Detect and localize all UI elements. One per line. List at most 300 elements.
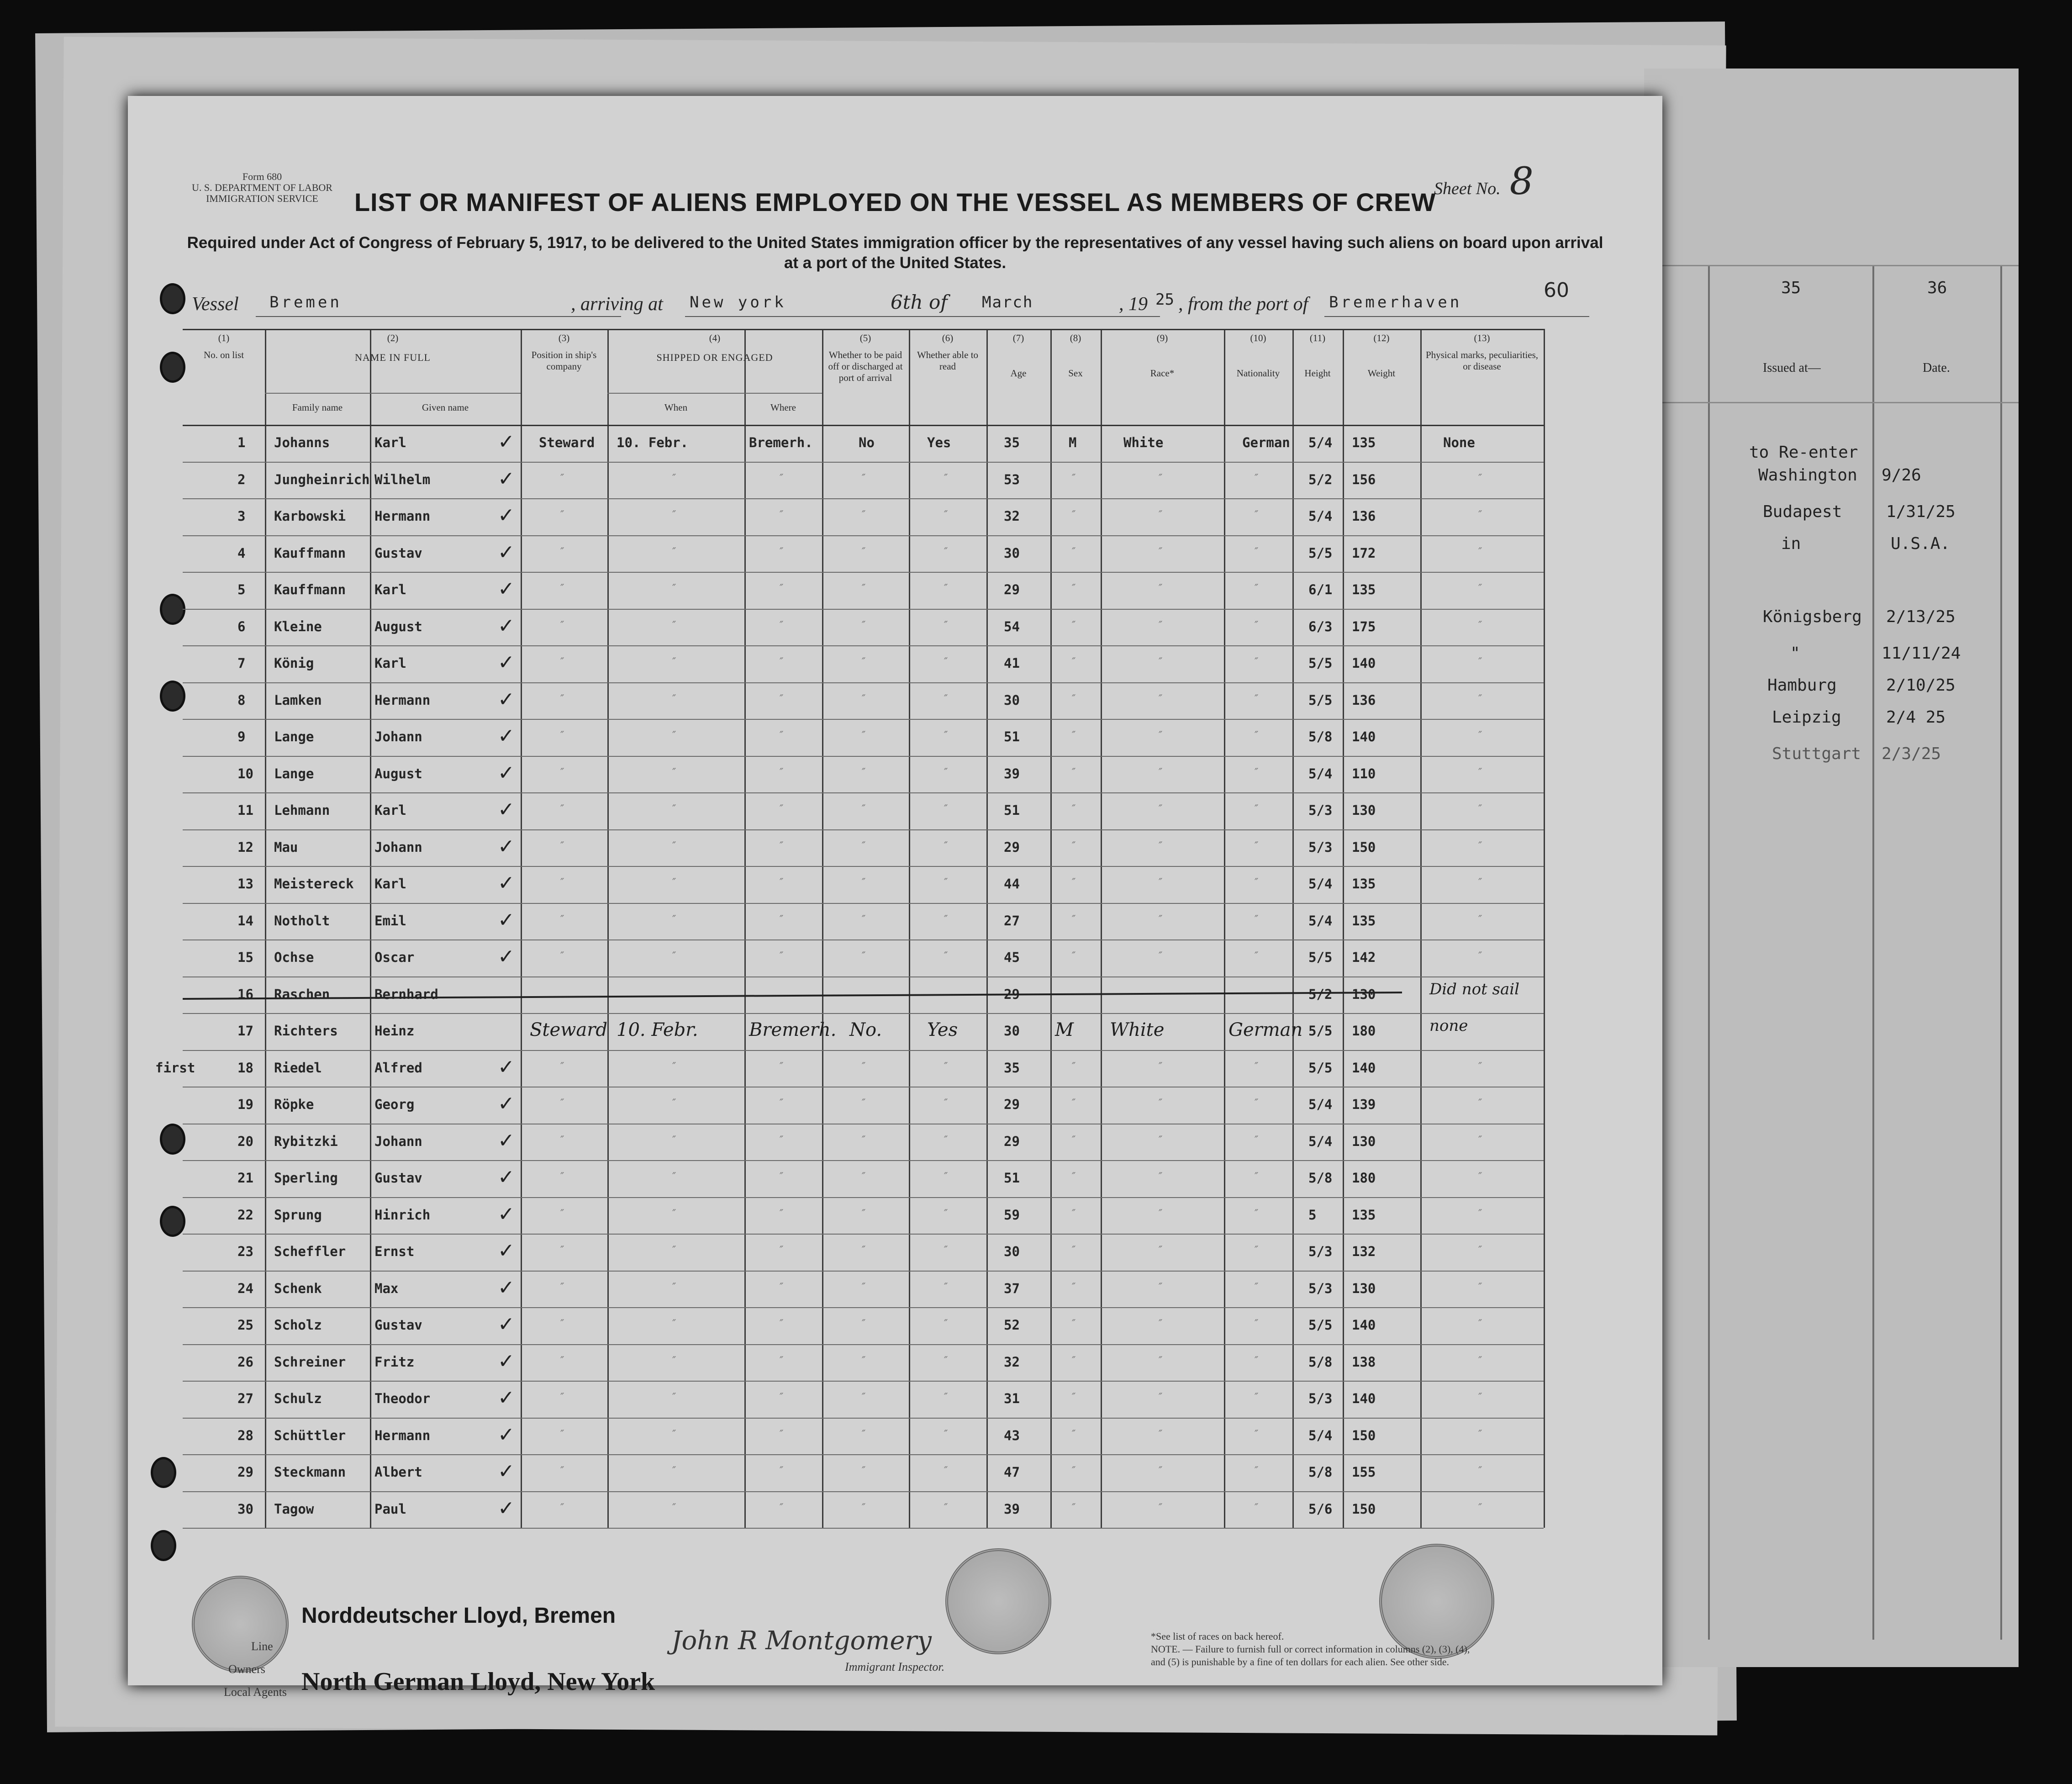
ditto-mark: ″: [944, 1355, 948, 1367]
table-row-rule: [183, 1160, 1544, 1161]
ditto-mark: ″: [944, 1171, 948, 1182]
ditto-mark: ″: [1159, 1208, 1163, 1219]
cell-when: 10. Febr.: [617, 1019, 698, 1040]
column-header-paid-off: Whether to be paid off or discharged at port of arrival: [828, 349, 903, 383]
page-title: LIST OR MANIFEST OF ALIENS EMPLOYED ON THE VESSEL AS MEMBERS OF CREW: [354, 188, 1436, 216]
ditto-mark: ″: [944, 840, 948, 852]
table-row-rule: [183, 1234, 1544, 1235]
cell-marks: None: [1443, 435, 1475, 450]
ditto-mark: ″: [1072, 803, 1076, 815]
cell-family: Notholt: [274, 913, 330, 929]
ditto-mark: ″: [1072, 1171, 1076, 1182]
fine-note-1: NOTE. — Failure to furnish full or correct information in columns (2), (3), (4),: [1151, 1643, 1470, 1655]
ditto-mark: ″: [1072, 1281, 1076, 1293]
ditto-mark: ″: [862, 1355, 866, 1367]
ditto-mark: ″: [862, 766, 866, 778]
ditto-mark: ″: [944, 1428, 948, 1440]
column-header-paid-off-number: (5): [859, 333, 871, 343]
cell-given: Gustav: [374, 1317, 422, 1333]
cell-family: Karbowski: [274, 508, 346, 524]
ditto-mark: ″: [1255, 1245, 1259, 1256]
cell-where: Bremerh.: [749, 1019, 837, 1040]
cell-family: Rybitzki: [274, 1133, 338, 1149]
check-mark: ✓: [498, 724, 515, 748]
right-entry-8: Leipzig: [1772, 708, 1841, 727]
ditto-mark: ″: [672, 730, 676, 741]
cell-weight: 130: [1352, 802, 1376, 818]
cell-race: White: [1123, 435, 1164, 450]
cell-height: 5/5: [1308, 545, 1333, 561]
ditto-mark: ″: [1255, 1208, 1259, 1219]
ditto-mark: ″: [1255, 1392, 1259, 1403]
cell-no: 19: [237, 1097, 253, 1112]
ditto-mark: ″: [1478, 1465, 1482, 1477]
ditto-mark: ″: [1072, 950, 1076, 962]
cell-no: 18: [237, 1060, 253, 1076]
cell-no: 24: [237, 1280, 253, 1296]
ditto-mark: ″: [1159, 766, 1163, 778]
check-mark: ✓: [498, 908, 515, 932]
ditto-mark: ″: [862, 1502, 866, 1514]
ditto-mark: ″: [862, 546, 866, 558]
ditto-mark: ″: [1255, 546, 1259, 558]
cell-height: 5/2: [1308, 471, 1333, 487]
from-port: Bremerhaven: [1329, 293, 1462, 311]
cell-read: Yes: [927, 1019, 958, 1040]
table-row-rule: [183, 462, 1544, 463]
column-header-no-number: (1): [218, 333, 230, 343]
ditto-mark: ″: [1159, 1355, 1163, 1367]
local-agents-label: Local Agents: [224, 1685, 287, 1699]
cell-family: Sprung: [274, 1207, 322, 1223]
ditto-mark: ″: [780, 472, 784, 484]
ditto-mark: ″: [1478, 913, 1482, 925]
ditto-mark: ″: [1072, 619, 1076, 631]
check-mark: ✓: [498, 1386, 515, 1409]
cell-age: 47: [1004, 1464, 1020, 1480]
cell-given: Georg: [374, 1097, 415, 1112]
cell-given: Fritz: [374, 1354, 415, 1370]
ditto-mark: ″: [780, 1502, 784, 1514]
ditto-mark: ″: [1159, 1318, 1163, 1330]
ditto-mark: ″: [1159, 1061, 1163, 1072]
ditto-mark: ″: [1255, 656, 1259, 668]
cell-weight: 130: [1352, 986, 1376, 1002]
ditto-mark: ″: [780, 1171, 784, 1182]
ditto-mark: ″: [1159, 583, 1163, 594]
cell-weight: 110: [1352, 765, 1376, 781]
cell-age: 29: [1004, 582, 1020, 597]
cell-age: 32: [1004, 508, 1020, 524]
ditto-mark: ″: [1072, 1098, 1076, 1109]
ditto-mark: ″: [1255, 877, 1259, 888]
cell-age: 29: [1004, 1097, 1020, 1112]
right-entry-4: in: [1781, 534, 1801, 553]
ditto-mark: ″: [780, 619, 784, 631]
table-column-rule: [1544, 329, 1545, 1528]
cell-family: Kauffmann: [274, 545, 346, 561]
right-entry-9: Stuttgart: [1772, 744, 1861, 763]
ditto-mark: ″: [672, 1281, 676, 1293]
cell-no: 3: [237, 508, 246, 524]
cell-age: 39: [1004, 1501, 1020, 1517]
cell-weight: 132: [1352, 1244, 1376, 1259]
cell-age: 27: [1004, 913, 1020, 929]
right-entry-6: ": [1790, 644, 1800, 663]
table-row-rule: [183, 535, 1544, 536]
cell-no: 13: [237, 876, 253, 892]
column-header-when: When: [664, 402, 688, 413]
ditto-mark: ″: [862, 693, 866, 705]
ditto-mark: ″: [1478, 730, 1482, 741]
check-mark: ✓: [498, 834, 515, 858]
punch-hole: [151, 1457, 176, 1488]
right-col35: 35: [1781, 279, 1801, 297]
ditto-mark: ″: [560, 1318, 564, 1330]
table-column-rule: [1343, 329, 1344, 1528]
cell-no: 28: [237, 1427, 253, 1443]
cell-height: 5/5: [1308, 692, 1333, 708]
ditto-mark: ″: [1255, 509, 1259, 521]
ditto-mark: ″: [1072, 546, 1076, 558]
cell-age: 37: [1004, 1280, 1020, 1296]
cell-no: 17: [237, 1023, 253, 1039]
table-column-rule: [1420, 329, 1422, 1528]
check-mark: ✓: [498, 540, 515, 564]
ditto-mark: ″: [672, 1318, 676, 1330]
check-mark: ✓: [498, 651, 515, 674]
ditto-mark: ″: [560, 1392, 564, 1403]
cell-age: 29: [1004, 1133, 1020, 1149]
vessel-name: Bremen: [269, 293, 342, 311]
column-header-age: Age: [1010, 368, 1027, 379]
cell-given: August: [374, 765, 422, 781]
ditto-mark: ″: [560, 1098, 564, 1109]
cell-height: 5/3: [1308, 1391, 1333, 1406]
cell-age: 43: [1004, 1427, 1020, 1443]
cell-no: 11: [237, 802, 253, 818]
table-row-rule: [183, 645, 1544, 646]
ditto-mark: ″: [862, 1465, 866, 1477]
cell-age: 44: [1004, 876, 1020, 892]
ditto-mark: ″: [780, 656, 784, 668]
ditto-mark: ″: [1478, 1171, 1482, 1182]
cell-age: 53: [1004, 471, 1020, 487]
consular-seal: [945, 1548, 1051, 1654]
ditto-mark: ″: [780, 1061, 784, 1072]
cell-given: Max: [374, 1280, 399, 1296]
table-row-rule: [183, 1050, 1544, 1051]
cell-height: 5/5: [1308, 1023, 1333, 1039]
ditto-mark: ″: [672, 1392, 676, 1403]
column-header-family-name: Family name: [292, 402, 343, 413]
cell-height: 5/8: [1308, 1464, 1333, 1480]
ditto-mark: ″: [1159, 803, 1163, 815]
ditto-mark: ″: [780, 803, 784, 815]
cell-read: Yes: [927, 435, 951, 450]
cell-height: 5/8: [1308, 1354, 1333, 1370]
ditto-mark: ″: [560, 1502, 564, 1514]
table-row-rule: [183, 1528, 1544, 1529]
ditto-mark: ″: [560, 656, 564, 668]
cell-weight: 135: [1352, 435, 1376, 450]
cell-weight: 135: [1352, 582, 1376, 597]
column-header-race: Race*: [1150, 368, 1175, 379]
cell-given: Karl: [374, 876, 406, 892]
ditto-mark: ″: [672, 1061, 676, 1072]
ditto-mark: ″: [560, 509, 564, 521]
cell-nationality: German: [1228, 1019, 1303, 1040]
column-header-shipped-number: (4): [709, 333, 721, 343]
ditto-mark: ″: [1072, 693, 1076, 705]
ditto-mark: ″: [672, 693, 676, 705]
ditto-mark: ″: [672, 656, 676, 668]
cell-no: 14: [237, 913, 253, 929]
punch-hole: [160, 681, 185, 712]
arriving-port: New york: [690, 293, 786, 311]
cell-given: Emil: [374, 913, 406, 929]
ditto-mark: ″: [1159, 1281, 1163, 1293]
ditto-mark: ″: [1478, 803, 1482, 815]
ditto-mark: ″: [780, 1318, 784, 1330]
right-entry-9-date: 2/3/25: [1882, 744, 1941, 763]
cell-family: König: [274, 655, 314, 671]
ditto-mark: ″: [780, 1208, 784, 1219]
table-row-rule: [183, 1013, 1544, 1014]
cell-weight: 150: [1352, 1427, 1376, 1443]
ditto-mark: ″: [560, 1061, 564, 1072]
cell-given: Hermann: [374, 692, 431, 708]
ditto-mark: ″: [944, 766, 948, 778]
cell-family: Schüttler: [274, 1427, 346, 1443]
ditto-mark: ″: [672, 1465, 676, 1477]
ditto-mark: ″: [1072, 1428, 1076, 1440]
ditto-mark: ″: [672, 840, 676, 852]
right-entry-5-date: 2/13/25: [1886, 607, 1956, 626]
cell-height: 5/4: [1308, 1097, 1333, 1112]
ditto-mark: ″: [1159, 1502, 1163, 1514]
cell-no: 30: [237, 1501, 253, 1517]
cell-height: 5/8: [1308, 1170, 1333, 1186]
cell-no: 15: [237, 950, 253, 965]
ditto-mark: ″: [944, 509, 948, 521]
ditto-mark: ″: [1255, 1355, 1259, 1367]
cell-no: 6: [237, 618, 246, 634]
ditto-mark: ″: [780, 840, 784, 852]
cell-given: Theodor: [374, 1391, 431, 1406]
ditto-mark: ″: [1072, 1355, 1076, 1367]
crew-table: [155, 329, 1658, 1589]
ditto-mark: ″: [780, 1134, 784, 1146]
ditto-mark: ″: [862, 1061, 866, 1072]
ditto-mark: ″: [1159, 619, 1163, 631]
table-column-rule: [1101, 329, 1102, 1528]
punch-hole: [151, 1530, 176, 1561]
page-subtitle: Required under Act of Congress of February 5, 1917, to be delivered to the United States immigration officer by the representatives of any vessel having such aliens on board upon arrival at a port of the United States.: [187, 234, 1603, 272]
ditto-mark: ″: [1478, 1134, 1482, 1146]
check-mark: ✓: [498, 1460, 515, 1483]
ditto-mark: ″: [560, 950, 564, 962]
cell-race: White: [1110, 1019, 1165, 1040]
arrival-day: 6th of: [891, 291, 948, 313]
cell-height: 5/2: [1308, 986, 1333, 1002]
cell-no: 10: [237, 765, 253, 781]
check-mark: ✓: [498, 1423, 515, 1446]
ditto-mark: ″: [862, 472, 866, 484]
ditto-mark: ″: [1255, 730, 1259, 741]
ditto-mark: ″: [862, 656, 866, 668]
cell-weight: 180: [1352, 1170, 1376, 1186]
table-row-rule: [183, 1381, 1544, 1382]
table-row-rule: [183, 903, 1544, 904]
cell-given: Karl: [374, 655, 406, 671]
table-row-rule: [183, 609, 1544, 610]
ditto-mark: ″: [1478, 1281, 1482, 1293]
cell-family: Schenk: [274, 1280, 322, 1296]
ditto-mark: ″: [1159, 509, 1163, 521]
ditto-mark: ″: [1255, 1171, 1259, 1182]
cell-weight: 136: [1352, 508, 1376, 524]
ditto-mark: ″: [672, 1171, 676, 1182]
ditto-mark: ″: [1478, 766, 1482, 778]
cell-given: Hermann: [374, 508, 431, 524]
cell-no: 12: [237, 839, 253, 855]
ditto-mark: ″: [1159, 1428, 1163, 1440]
cell-no: 22: [237, 1207, 253, 1223]
cell-age: 51: [1004, 802, 1020, 818]
ditto-mark: ″: [1478, 1061, 1482, 1072]
ditto-mark: ″: [560, 1281, 564, 1293]
cell-age: 52: [1004, 1317, 1020, 1333]
consular-seal: [1379, 1544, 1494, 1659]
cell-given: Alfred: [374, 1060, 422, 1076]
header-bottom-rule: [183, 425, 1544, 426]
right-issued-at: Issued at—: [1763, 361, 1821, 375]
cell-given: Ernst: [374, 1244, 415, 1259]
table-row-rule: [183, 1271, 1544, 1272]
column-header-position: Position in ship's company: [531, 349, 597, 372]
ditto-mark: ″: [780, 1355, 784, 1367]
column-header-read-number: (6): [942, 333, 954, 343]
cell-height: 5/3: [1308, 802, 1333, 818]
right-entry-2: Washington: [1758, 466, 1857, 485]
check-mark: ✓: [498, 1239, 515, 1262]
ditto-mark: ″: [780, 1281, 784, 1293]
cell-given: Paul: [374, 1501, 406, 1517]
ditto-mark: ″: [560, 913, 564, 925]
ditto-mark: ″: [780, 1392, 784, 1403]
ditto-mark: ″: [862, 1245, 866, 1256]
shipped-subheader-rule: [607, 393, 822, 394]
cell-age: 45: [1004, 950, 1020, 965]
check-mark: ✓: [498, 1129, 515, 1152]
cell-given: Hinrich: [374, 1207, 431, 1223]
column-header-where: Where: [770, 402, 796, 413]
cell-height: 5/5: [1308, 655, 1333, 671]
ditto-mark: ″: [862, 803, 866, 815]
check-mark: ✓: [498, 504, 515, 527]
ditto-mark: ″: [780, 1465, 784, 1477]
cell-no: 4: [237, 545, 246, 561]
ditto-mark: ″: [944, 656, 948, 668]
fine-note-2: and (5) is punishable by a fine of ten dollars for each alien. See other side.: [1151, 1656, 1450, 1668]
check-mark: ✓: [498, 614, 515, 638]
table-row-rule: [183, 1197, 1544, 1198]
ditto-mark: ″: [1159, 1392, 1163, 1403]
sheet-number: Sheet No. 8: [1434, 160, 1534, 203]
right-entry-3: Budapest: [1763, 502, 1842, 521]
cell-no: 27: [237, 1391, 253, 1406]
punch-hole: [160, 1206, 185, 1237]
punch-hole: [160, 1124, 185, 1155]
inspector-label: Immigrant Inspector.: [845, 1660, 945, 1673]
ditto-mark: ″: [1072, 1318, 1076, 1330]
right-col36: 36: [1927, 279, 1947, 297]
ditto-mark: ″: [1255, 840, 1259, 852]
column-header-read: Whether able to read: [917, 349, 979, 372]
cell-age: 30: [1004, 692, 1020, 708]
right-entry-6-date: 11/11/24: [1882, 644, 1961, 663]
ditto-mark: ″: [1072, 472, 1076, 484]
cell-height: 5/3: [1308, 1244, 1333, 1259]
ditto-mark: ″: [672, 509, 676, 521]
cell-family: Lange: [274, 729, 314, 744]
ditto-mark: ″: [1255, 803, 1259, 815]
column-header-physical-marks: Physical marks, peculiarities, or disease: [1425, 349, 1539, 372]
ditto-mark: ″: [1478, 472, 1482, 484]
ditto-mark: ″: [780, 509, 784, 521]
right-entry-2-date: 9/26: [1882, 466, 1921, 485]
cell-family: Schulz: [274, 1391, 322, 1406]
cell-given: Hermann: [374, 1427, 431, 1443]
check-mark: ✓: [498, 1349, 515, 1373]
ditto-mark: ″: [1072, 583, 1076, 594]
right-entry-3-date: 1/31/25: [1886, 502, 1956, 521]
cell-age: 30: [1004, 1023, 1020, 1039]
ditto-mark: ″: [672, 803, 676, 815]
cell-no: 29: [237, 1464, 253, 1480]
cell-family: Scholz: [274, 1317, 322, 1333]
ditto-mark: ″: [780, 1428, 784, 1440]
ditto-mark: ″: [1159, 840, 1163, 852]
cell-height: 5/4: [1308, 876, 1333, 892]
ditto-mark: ″: [560, 730, 564, 741]
ditto-mark: ″: [672, 619, 676, 631]
ditto-mark: ″: [1159, 1465, 1163, 1477]
cell-weight: 130: [1352, 1133, 1376, 1149]
ditto-mark: ″: [1159, 546, 1163, 558]
ditto-mark: ″: [944, 1061, 948, 1072]
check-mark: ✓: [498, 798, 515, 821]
ditto-mark: ″: [1159, 472, 1163, 484]
ditto-mark: ″: [1255, 1428, 1259, 1440]
cell-family: Kleine: [274, 618, 322, 634]
cell-height: 5/3: [1308, 839, 1333, 855]
punch-hole: [160, 283, 185, 314]
cell-given: Karl: [374, 582, 406, 597]
ditto-mark: ″: [560, 1134, 564, 1146]
ditto-mark: ″: [862, 913, 866, 925]
ditto-mark: ″: [1478, 693, 1482, 705]
ditto-mark: ″: [1478, 950, 1482, 962]
ditto-mark: ″: [862, 1171, 866, 1182]
cell-height: 5/4: [1308, 508, 1333, 524]
cell-paid: No.: [849, 1019, 882, 1040]
table-column-rule: [607, 329, 609, 1528]
table-row-rule: [183, 719, 1544, 720]
cell-family: Lange: [274, 765, 314, 781]
check-mark: ✓: [498, 687, 515, 711]
